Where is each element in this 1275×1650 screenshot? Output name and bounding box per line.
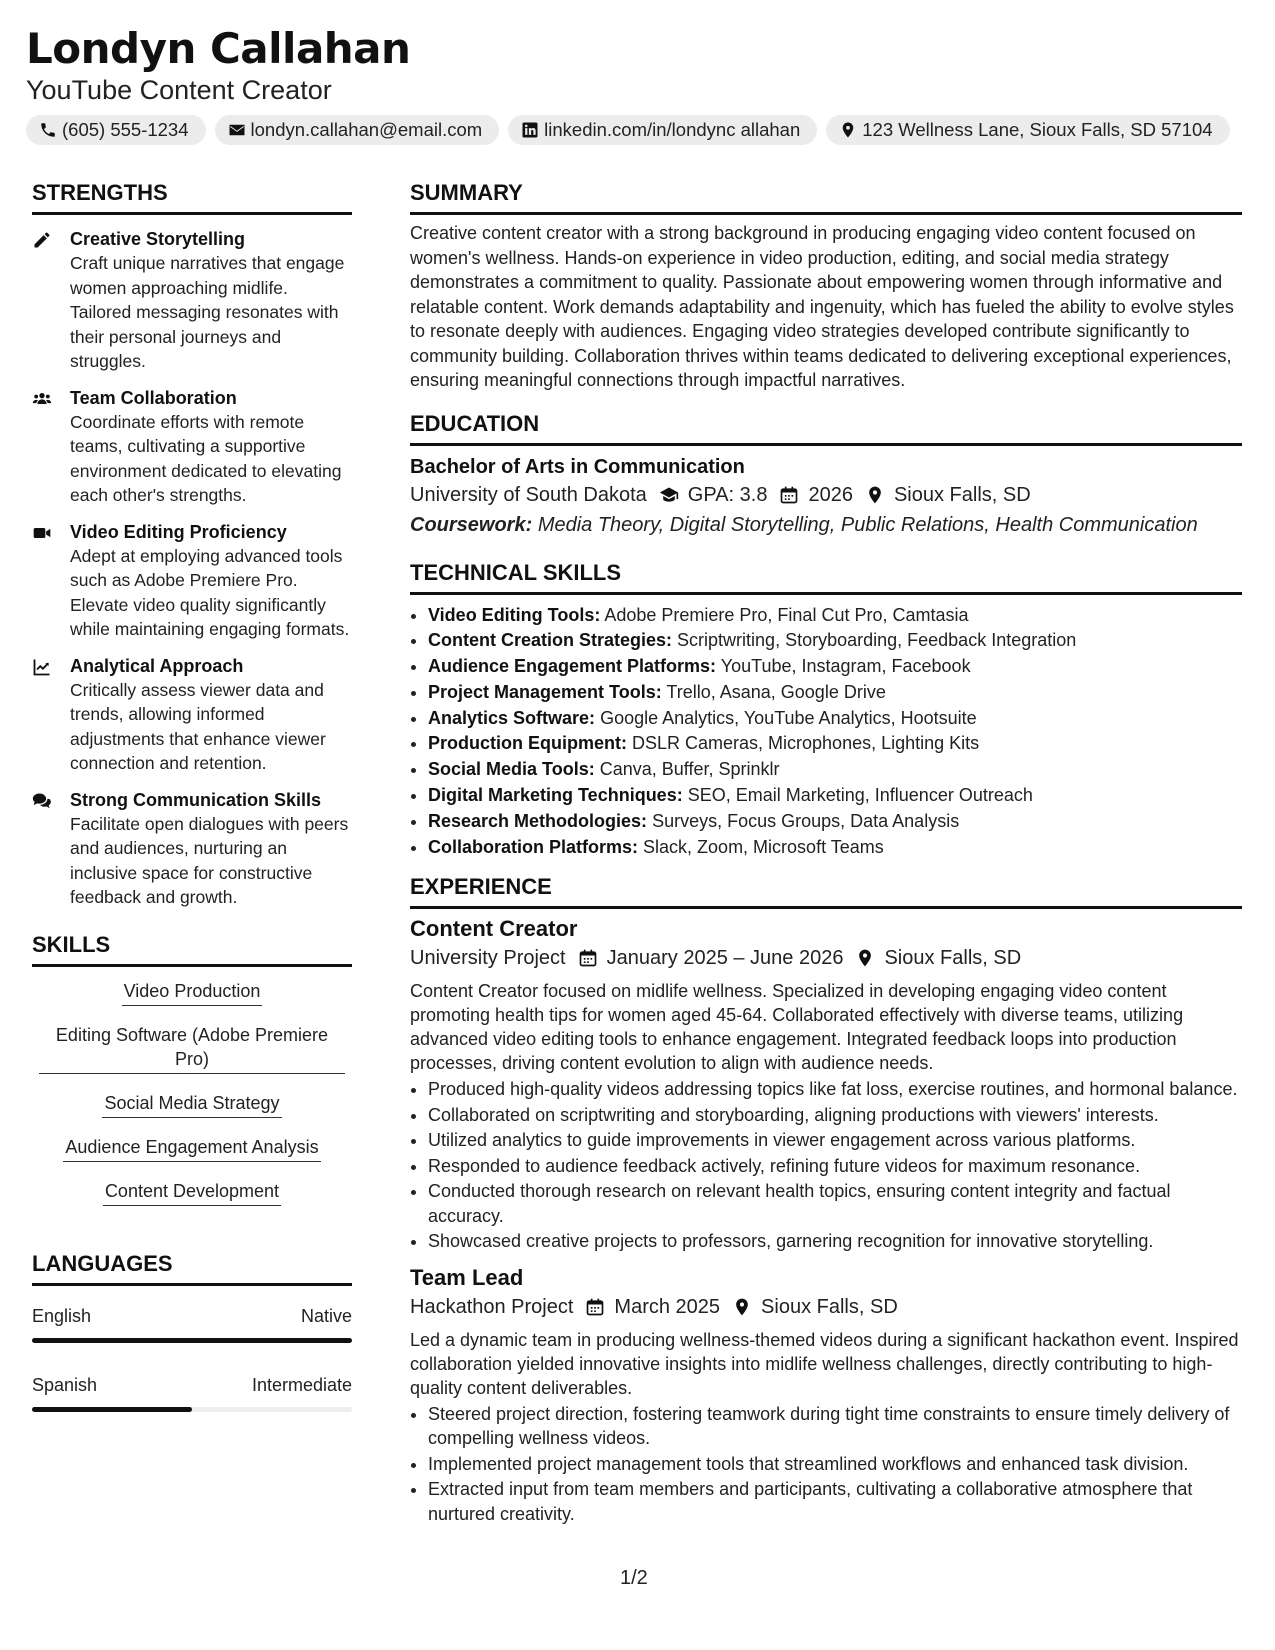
- language-item: [32, 1373, 352, 1412]
- candidate-name: Londyn Callahan: [26, 24, 411, 73]
- tech-skill-label: Collaboration Platforms:: [428, 836, 639, 857]
- email-text: londyn.callahan@email.com: [250, 119, 483, 140]
- job-entry: [410, 915, 1242, 1254]
- summary-heading: SUMMARY: [410, 180, 1242, 215]
- language-bar: [32, 1407, 352, 1412]
- tech-skill-item: [428, 603, 1242, 629]
- skill-item: Content Development: [103, 1179, 281, 1206]
- strength-desc: Coordinate efforts with remote teams, cultivating a supportive environment dedicated to elevating each other's strengths.: [70, 411, 342, 505]
- job-bullet: • Utilized analytics to guide improvements in viewer engagement across various platforms.: [428, 1128, 1242, 1153]
- job-bullets: [410, 1402, 1242, 1527]
- school-name: University of South Dakota: [410, 483, 647, 506]
- graduation-cap-icon: [659, 485, 679, 505]
- job-bullet: • Implemented project management tools that streamlined workflows and enhanced task division.: [428, 1452, 1242, 1477]
- tech-skill-label: Video Editing Tools:: [428, 604, 601, 625]
- strength-item: [32, 386, 352, 508]
- language-name: Spanish: [32, 1374, 98, 1395]
- address-text: 123 Wellness Lane, Sioux Falls, SD 57104: [862, 119, 1213, 140]
- job-meta: [410, 943, 1242, 973]
- video-camera-icon: [32, 523, 52, 543]
- job-org: University Project: [410, 947, 566, 970]
- calendar-icon: [578, 948, 598, 968]
- contact-bar: [26, 115, 1250, 145]
- language-bar: [32, 1338, 352, 1343]
- strength-item: [32, 788, 352, 910]
- tech-skill-value: SEO, Email Marketing, Influencer Outreach: [687, 785, 1033, 806]
- tech-skill-value: Adobe Premiere Pro, Final Cut Pro, Camtasia: [604, 604, 969, 625]
- phone-text: (605) 555-1234: [62, 119, 189, 140]
- tech-skill-value: YouTube, Instagram, Facebook: [720, 656, 971, 677]
- job-location: Sioux Falls, SD: [884, 947, 1022, 970]
- tech-skill-item: [428, 835, 1242, 861]
- strength-title: Team Collaboration: [70, 387, 237, 408]
- summary-text: Creative content creator with a strong background in producing engaging video content focused on women's wellness. Hands-on experience in video production, editing, and social media strategy demonstrates a commitment to quality. Passionate about empowering women through informative and relatable content. Work demands adaptability and ingenuity, which has fueled the ability to evolve styles to resonate deeply with audiences. Engaging video strategies developed contribute significantly to community building. Collaboration thrives within teams dedicated to delivering exceptional experiences, ensuring meaningful connections through impactful narratives.: [410, 223, 1234, 390]
- degree-title: Bachelor of Arts in Communication: [410, 455, 745, 478]
- language-level: Intermediate: [251, 1374, 352, 1395]
- job-dates: January 2025 – June 2026: [606, 947, 844, 970]
- job-meta: [410, 1292, 1242, 1322]
- job-bullet: • Steered project direction, fostering teamwork during tight time constraints to ensure timely delivery of compelling wellness videos.: [428, 1402, 1242, 1451]
- tech-skill-label: Project Management Tools:: [428, 681, 662, 702]
- technical-skills-heading: TECHNICAL SKILLS: [410, 560, 1242, 595]
- education-heading: EDUCATION: [410, 411, 1242, 446]
- coursework: [410, 510, 1242, 540]
- tech-skill-item: [428, 628, 1242, 654]
- strength-desc: Adept at employing advanced tools such as Adobe Premiere Pro. Elevate video quality significantly while maintaining engaging formats.: [70, 545, 350, 639]
- job-bullet: • Conducted thorough research on relevant health topics, ensuring content integrity and factual accuracy.: [428, 1179, 1242, 1228]
- skill-item: Editing Software (Adobe Premiere Pro): [39, 1023, 345, 1074]
- comments-icon: [32, 791, 52, 811]
- linkedin-icon: [521, 121, 539, 139]
- education-location: Sioux Falls, SD: [893, 483, 1031, 506]
- skill-item: Video Production: [122, 979, 263, 1006]
- tech-skill-label: Production Equipment:: [428, 733, 627, 754]
- tech-skill-item: [428, 654, 1242, 680]
- candidate-title: YouTube Content Creator: [26, 75, 332, 105]
- job-entry: [410, 1264, 1242, 1527]
- tech-skill-item: [428, 680, 1242, 706]
- map-marker-icon: [865, 485, 885, 505]
- strength-item: [32, 654, 352, 776]
- job-dates: March 2025: [614, 1295, 721, 1318]
- tech-skill-label: Content Creation Strategies:: [428, 630, 673, 651]
- technical-skills-list: [410, 603, 1242, 861]
- experience-heading: EXPERIENCE: [410, 874, 1242, 909]
- job-bullet: • Extracted input from team members and participants, cultivating a collaborative atmosphere that nurtured creativity.: [428, 1477, 1242, 1526]
- calendar-icon: [585, 1297, 605, 1317]
- map-marker-icon: [732, 1297, 752, 1317]
- phone-pill[interactable]: [26, 115, 206, 145]
- left-column: [32, 180, 352, 1412]
- job-description: Led a dynamic team in producing wellness-themed videos during a significant hackathon event. Inspired collaboration yielded innovative insights into midlife wellness challenges, directly contributing to high-quality content deliverables.: [410, 1329, 1239, 1398]
- job-bullet: • Showcased creative projects to professors, garnering recognition for innovative storytelling.: [428, 1229, 1242, 1254]
- calendar-icon: [779, 485, 799, 505]
- tech-skill-label: Social Media Tools:: [428, 759, 595, 780]
- page-number: 1/2: [620, 1567, 648, 1589]
- language-name: English: [32, 1305, 92, 1326]
- strength-item: [32, 227, 352, 374]
- job-bullet: • Collaborated on scriptwriting and storyboarding, aligning productions with viewers' interests.: [428, 1103, 1242, 1128]
- resume-header: [26, 22, 1250, 145]
- users-icon: [32, 389, 52, 409]
- job-bullets: [410, 1077, 1242, 1254]
- gpa-text: GPA: 3.8: [687, 483, 768, 506]
- strength-desc: Craft unique narratives that engage women approaching midlife. Tailored messaging resonates with their personal journeys and struggles.: [70, 253, 345, 371]
- tech-skill-label: Digital Marketing Techniques:: [428, 785, 683, 806]
- strength-desc: Critically assess viewer data and trends, allowing informed adjustments that enhance viewer connection and retention.: [70, 679, 326, 773]
- map-marker-icon: [855, 948, 875, 968]
- coursework-label: Coursework:: [410, 513, 533, 536]
- strength-desc: Facilitate open dialogues with peers and audiences, nurturing an inclusive space for constructive feedback and growth.: [70, 813, 349, 907]
- job-title: Team Lead: [410, 1264, 524, 1290]
- strength-title: Creative Storytelling: [70, 229, 246, 249]
- coursework-text: Media Theory, Digital Storytelling, Public Relations, Health Communication: [537, 513, 1198, 536]
- tech-skill-label: Analytics Software:: [428, 707, 596, 728]
- tech-skill-value: Canva, Buffer, Sprinklr: [599, 759, 780, 780]
- skill-item: Audience Engagement Analysis: [63, 1135, 320, 1162]
- skills-heading: SKILLS: [32, 932, 352, 967]
- right-column: [410, 180, 1242, 1527]
- tech-skill-item: [428, 757, 1242, 783]
- phone-icon: [39, 121, 57, 139]
- skills-list: [32, 979, 352, 1223]
- job-bullet: • Responded to audience feedback actively, refining future videos for maximum resonance.: [428, 1154, 1242, 1179]
- language-bar-fill: [32, 1338, 352, 1343]
- strength-title: Analytical Approach: [70, 655, 244, 676]
- language-bar-fill: [32, 1407, 192, 1412]
- tech-skill-label: Research Methodologies:: [428, 810, 648, 831]
- line-chart-icon: [32, 657, 52, 677]
- job-location: Sioux Falls, SD: [761, 1295, 898, 1318]
- tech-skill-label: Audience Engagement Platforms:: [428, 656, 717, 677]
- tech-skill-item: [428, 783, 1242, 809]
- tech-skill-value: Google Analytics, YouTube Analytics, Hootsuite: [600, 707, 977, 728]
- linkedin-pill[interactable]: [508, 115, 817, 145]
- tech-skill-value: Slack, Zoom, Microsoft Teams: [643, 836, 884, 857]
- tech-skill-value: Surveys, Focus Groups, Data Analysis: [652, 810, 960, 831]
- map-marker-icon: [839, 121, 857, 139]
- tech-skill-value: DSLR Cameras, Microphones, Lighting Kits: [632, 733, 980, 754]
- envelope-icon: [228, 121, 246, 139]
- strength-item: [32, 520, 352, 642]
- job-description: Content Creator focused on midlife wellness. Specialized in developing engaging video content promoting health tips for women aged 45-64. Collaborated effectively with diverse teams, utilizing advanced video editing tools to enhance engagement. Integrated feedback loops into production processes, driving content evolution to align with audience needs.: [410, 981, 1184, 1074]
- language-level: Native: [300, 1305, 352, 1326]
- email-pill[interactable]: [215, 115, 500, 145]
- job-title: Content Creator: [410, 916, 578, 942]
- languages-heading: LANGUAGES: [32, 1251, 352, 1286]
- tech-skill-value: Scriptwriting, Storyboarding, Feedback Integration: [677, 630, 1077, 651]
- tech-skill-value: Trello, Asana, Google Drive: [666, 681, 886, 702]
- job-org: Hackathon Project: [410, 1295, 574, 1318]
- pencil-icon: [32, 230, 52, 250]
- address-pill[interactable]: [826, 115, 1229, 145]
- tech-skill-item: [428, 809, 1242, 835]
- job-bullet: • Produced high-quality videos addressing topics like fat loss, exercise routines, and hormonal balance.: [428, 1077, 1242, 1102]
- skill-item: Social Media Strategy: [102, 1091, 281, 1118]
- graduation-year: 2026: [808, 483, 853, 506]
- tech-skill-item: [428, 706, 1242, 732]
- strengths-heading: STRENGTHS: [32, 180, 352, 215]
- language-item: [32, 1304, 352, 1343]
- strength-title: Strong Communication Skills: [70, 789, 322, 810]
- education-meta: [410, 480, 1242, 510]
- strength-title: Video Editing Proficiency: [70, 521, 287, 542]
- tech-skill-item: [428, 731, 1242, 757]
- linkedin-text: linkedin.com/in/londync allahan: [544, 119, 801, 140]
